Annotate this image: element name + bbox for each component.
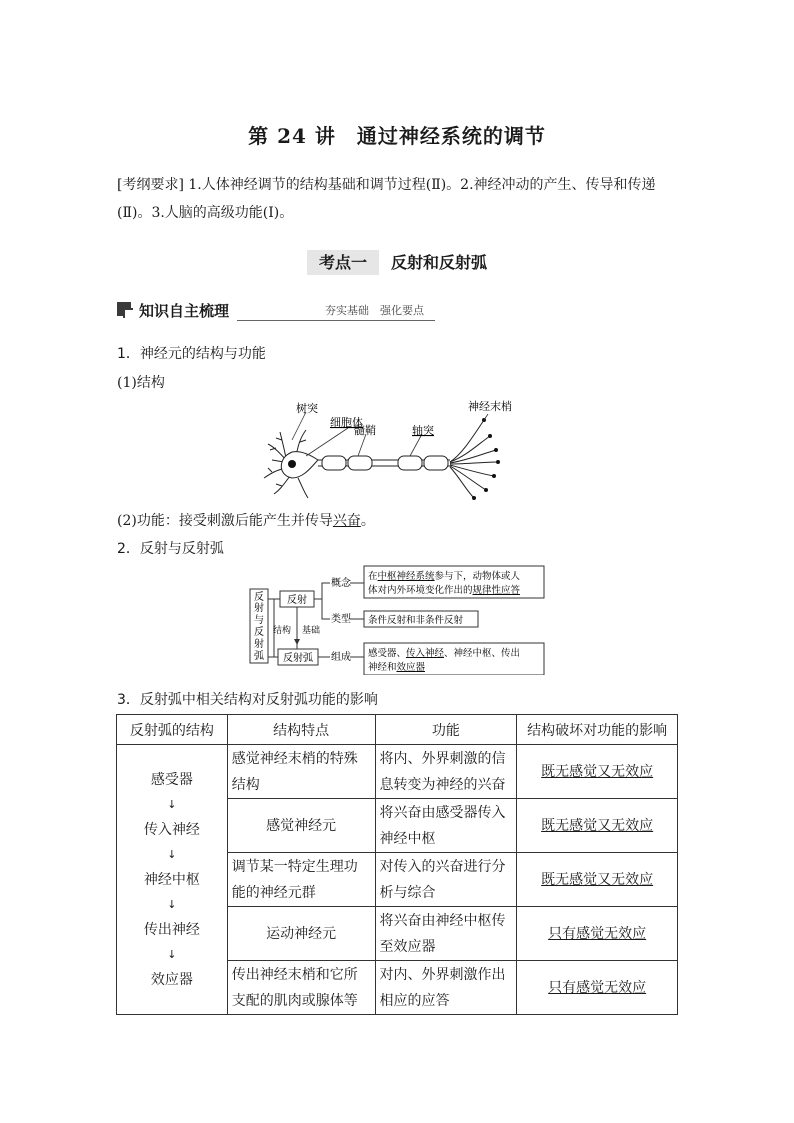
section-title: 知识自主梳理 [139,302,230,320]
comp-label: 组成 [331,652,351,663]
left-char-2: 与 [254,615,264,626]
row2-function: 对传入的兴奋进行分析与综合 [375,853,517,907]
flow-effector: 效应器 [150,971,193,988]
label-cell-body: 细胞体 [330,416,363,429]
section-header [117,300,435,322]
basis-label: 基础 [302,626,321,636]
page-title: 第 24 讲 通过神经系统的调节 [248,124,546,148]
row0-feature: 感觉神经末梢的特殊结构 [227,745,375,799]
row2-feature: 调节某一特定生理功能的神经元群 [227,853,375,907]
row0-effect: 既无感觉又无效应 [517,745,678,799]
arc-label: 反射弧 [283,653,313,664]
header-feature: 结构特点 [227,715,375,745]
flow-center: 神经中枢 [143,871,200,888]
table-header-row [117,715,678,745]
kaodian-box: 考点一 [307,250,379,275]
requirements-text: 1.人体神经调节的结构基础和调节过程(Ⅱ)。2.神经冲动的产生、传导和传递(Ⅱ)。3.人脑的高级功能(Ⅰ)。 [117,177,656,221]
axon-terminals [450,420,498,498]
flow-arrow-3: ↓ [167,897,177,911]
left-char-1: 射 [254,603,264,614]
comp-line1: 感受器、传入神经、神经中枢、传出 [368,648,521,659]
row2-effect: 既无感觉又无效应 [517,853,678,907]
row0-function: 将内、外界刺激的信息转变为神经的兴奋 [375,745,517,799]
comp-line2: 神经和效应器 [368,662,426,673]
reflex-arc-table [116,714,678,1015]
label-dendrite: 树突 [296,402,318,415]
item1-heading: 1．神经元的结构与功能 [117,346,266,362]
requirements-label: [考纲要求] [117,177,184,193]
type-text: 条件反射和非条件反射 [368,615,464,626]
syllabus-requirements [117,171,679,227]
function-prefix: (2)功能：接受刺激后能产生并传导 [117,513,333,529]
header-effect: 结构破坏对功能的影响 [517,715,678,745]
flow-cell [117,745,228,1015]
flow-arrow-1: ↓ [167,797,177,811]
section-subtitle: 夯实基础 强化要点 [325,304,424,317]
row3-feature: 运动神经元 [227,907,375,961]
left-char-0: 反 [254,592,264,603]
section-underline [237,320,435,321]
row1-effect: 既无感觉又无效应 [517,799,678,853]
left-char-4: 射 [254,639,264,650]
kaodian-heading [0,250,794,273]
row4-effect: 只有感觉无效应 [517,961,678,1015]
row1-feature: 感觉神经元 [227,799,375,853]
concept-line2: 体对内外环境变化作出的规律性应答 [368,585,521,596]
left-char-3: 反 [254,627,264,638]
row4-function: 对内、外界刺激作出相应的应答 [375,961,517,1015]
nucleus [288,460,296,468]
terminal-buttons [472,418,500,500]
function-answer: 兴奋 [332,513,361,529]
type-label: 类型 [331,614,351,625]
flow-efferent: 传出神经 [143,921,200,938]
label-myelin: 髓鞘 [354,424,376,437]
kaodian-title: 反射和反射弧 [391,253,488,272]
reflex-concept-map [246,563,546,675]
function-suffix: 。 [360,513,375,529]
cell-body [281,452,318,478]
row1-function: 将兴奋由感受器传入神经中枢 [375,799,517,853]
neuron-diagram [262,398,512,500]
item3-heading: 3．反射弧中相关结构对反射弧功能的影响 [117,692,378,708]
flow-arrow-2: ↓ [167,847,177,861]
flow-arrow-4: ↓ [167,947,177,961]
label-leaders [292,412,488,456]
reflex-label: 反射 [287,595,307,606]
row4-feature: 传出神经末梢和它所支配的肌肉或腺体等 [227,961,375,1015]
flow-receptor: 感受器 [150,771,193,788]
myelin-sheaths [322,456,448,470]
item1-sub1: (1)结构 [117,375,165,391]
row3-effect: 只有感觉无效应 [517,907,678,961]
structure-label: 结构 [273,626,292,636]
concept-label: 概念 [331,578,351,589]
left-char-5: 弧 [254,651,264,662]
label-axon: 轴突 [412,424,434,437]
header-function: 功能 [375,715,517,745]
label-terminal: 神经末梢 [468,400,512,413]
table-row [117,745,678,799]
down-arrow [294,639,300,645]
section-square-inner [123,308,133,318]
flow-afferent: 传入神经 [143,821,200,838]
item1-function [117,510,375,530]
item2-heading: 2．反射与反射弧 [117,541,224,557]
concept-line1: 在中枢神经系统参与下，动物体或人 [368,571,521,582]
header-structure: 反射弧的结构 [117,715,228,745]
axon-break [374,460,396,466]
row3-function: 将兴奋由神经中枢传至效应器 [375,907,517,961]
